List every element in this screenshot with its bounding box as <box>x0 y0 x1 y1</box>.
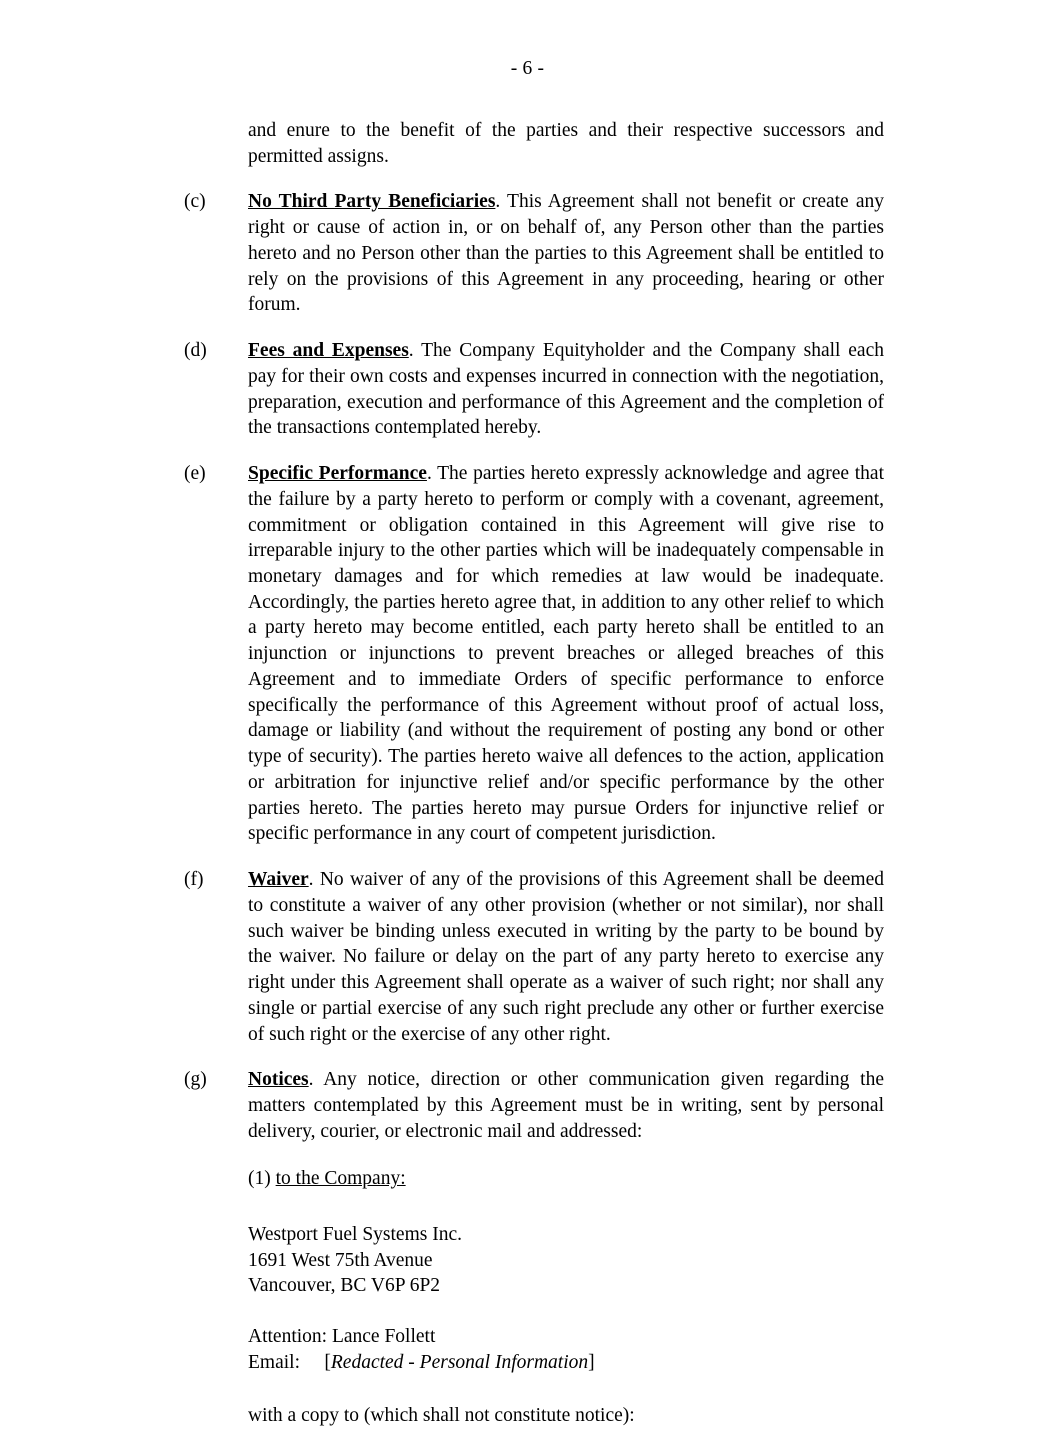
clause-heading: No Third Party Beneficiaries <box>248 191 496 213</box>
clause-text: . Any notice, direction or other communication given regarding the matters contemplated by this Agreement must be in writing, sent by personal delivery, courier, or electronic mail and addressed: <box>248 1069 884 1142</box>
email-bracket-close: ] <box>588 1351 595 1373</box>
clause-body <box>248 867 884 1047</box>
notice-item-label: to the Company: <box>275 1168 406 1190</box>
clause-g <box>184 1067 884 1144</box>
address-line-1: Westport Fuel Systems Inc. <box>248 1224 462 1246</box>
notice-item-number: (1) <box>248 1168 276 1190</box>
clause-marker: (g) <box>184 1069 207 1091</box>
clause-marker: (f) <box>184 869 204 891</box>
clause-text: . The parties hereto expressly acknowledge and agree that the failure by a party hereto to perform or comply with a covenant, agreement, commitment or obligation contained in this Agreement will give rise to irreparable injury to the other parties which will be inadequately compensable in monetary damages and for which remedies at law would be inadequate. Accordingly, the parties hereto agree that, in addition to any other relief to which a party hereto may become entitled, each party hereto shall be entitled to an injunction or injunctions to prevent breaches or alleged breaches of this Agreement and to immediate Orders of specific performance to enforce specifically the performance of this Agreement without proof of actual loss, damage or liability (and without the requirement of posting any bond or other type of security). The parties hereto waive all defences to the action, application or arbitration for injunctive relief and/or specific performance by the other parties hereto. The parties hereto may pursue Orders for injunctive relief or specific performance in any court of competent jurisdiction. <box>248 463 884 845</box>
clause-body <box>248 338 884 441</box>
clause-heading: Waiver <box>248 869 309 891</box>
company-contact <box>248 1324 884 1375</box>
clause-text: . The Company Equityholder and the Company shall each pay for their own costs and expenses incurred in connection with the negotiation, preparation, execution and performance of this Agreement and the completion of the transactions contemplated hereby. <box>248 340 884 439</box>
clause-text: . This Agreement shall not benefit or create any right or cause of action in, or on behalf of, any Person other than the parties hereto and no Person other than the parties to this Agreement shall be entitled to rely on the provisions of this Agreement in any proceeding, hearing or other forum. <box>248 191 884 316</box>
clause-marker: (d) <box>184 340 207 362</box>
with-copy-note: with a copy to (which shall not constitute notice): <box>248 1404 635 1426</box>
email-label: Email: <box>248 1351 300 1373</box>
lead-paragraph: and enure to the benefit of the parties and their respective successors and permitted assigns. <box>248 120 884 167</box>
clause-marker: (e) <box>184 463 206 485</box>
clause-body <box>248 461 884 847</box>
clause-marker: (c) <box>184 191 206 213</box>
notice-item-company <box>248 1166 884 1192</box>
clause-text: . No waiver of any of the provisions of this Agreement shall be deemed to constitute a waiver of any other provision (whether or not similar), nor shall such waiver be binding unless executed in writing by the party to be bound by the waiver. No failure or delay on the part of any party hereto to exercise any right under this Agreement shall operate as a waiver of such right; nor shall any single or partial exercise of any such right preclude any other or further exercise of such right or the exercise of any other right. <box>248 869 884 1045</box>
clause-heading: Fees and Expenses <box>248 340 409 362</box>
email-redacted-value: Redacted - Personal Information <box>330 1351 589 1373</box>
clause-e <box>184 461 884 847</box>
address-line-2: 1691 West 75th Avenue <box>248 1249 433 1271</box>
clause-c <box>184 189 884 318</box>
attention-line: Attention: Lance Follett <box>248 1326 436 1348</box>
company-address <box>248 1222 884 1298</box>
clause-heading: Notices <box>248 1069 309 1091</box>
page-content <box>184 118 884 1429</box>
clause-f <box>184 867 884 1047</box>
email-line <box>248 1350 884 1375</box>
clause-body <box>248 1067 884 1144</box>
email-bracket-open: [ <box>324 1351 331 1373</box>
page-number: - 6 - <box>510 58 545 79</box>
clause-d <box>184 338 884 441</box>
clause-heading: Specific Performance <box>248 463 427 485</box>
clause-body <box>248 189 884 318</box>
address-line-3: Vancouver, BC V6P 6P2 <box>248 1274 441 1296</box>
